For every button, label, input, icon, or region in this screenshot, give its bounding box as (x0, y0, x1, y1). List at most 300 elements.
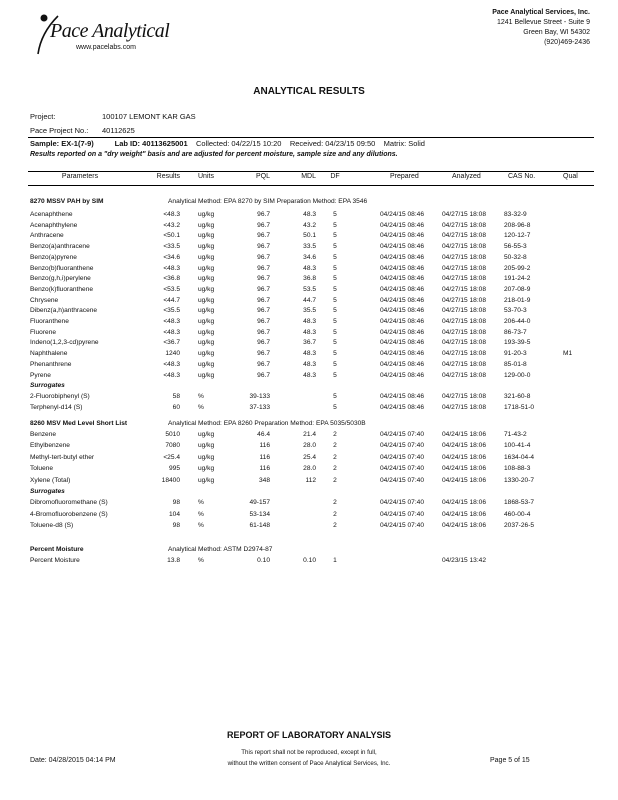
cell-res: <33.5 (163, 243, 180, 251)
cell-units: ug/kg (198, 350, 215, 358)
cell-df: 2 (333, 431, 337, 438)
sample-value: EX-1(7-9) (61, 139, 94, 148)
cell-anal: 04/27/15 18:08 (442, 328, 486, 336)
cell-param: Benzo(k)fluoranthene (30, 285, 94, 293)
cell-anal: 04/27/15 18:08 (442, 221, 486, 229)
cell-units: ug/kg (198, 275, 215, 283)
table-row (0, 222, 618, 233)
cell-df: 5 (333, 350, 337, 358)
cell-pql: 116 (259, 465, 270, 473)
cell-res: 104 (168, 510, 180, 518)
table-row (0, 329, 618, 340)
cell-mdl: 35.5 (303, 307, 316, 315)
cell-pql: 96.7 (257, 318, 270, 325)
cell-pql: 96.7 (257, 339, 270, 347)
cell-df: 5 (333, 264, 337, 272)
collected-label: Collected: (195, 139, 230, 148)
table-row (0, 454, 618, 465)
cell-cas: 129-00-0 (504, 371, 531, 379)
cell-cas: 53-70-3 (504, 307, 527, 315)
header-units: Units (198, 173, 214, 180)
project-label: Project: (30, 112, 56, 121)
cell-cas: 460-00-4 (504, 510, 531, 518)
cell-cas: 205-99-2 (504, 264, 531, 272)
cell-mdl: 36.8 (303, 275, 316, 283)
cell-prep: 04/24/15 08:46 (380, 318, 424, 325)
lab-street: 1241 Bellevue Street - Suite 9 (496, 19, 590, 26)
cell-mdl: 50.1 (303, 232, 316, 240)
cell-pql: 96.7 (257, 221, 270, 229)
cell-pql: 96.7 (257, 296, 270, 304)
cell-pql: 37-133 (249, 403, 270, 411)
cell-mdl: 112 (305, 476, 316, 484)
cell-pql: 96.7 (257, 307, 270, 315)
cell-pql: 46.4 (257, 431, 270, 438)
header-df: DF (330, 173, 340, 180)
surrogates-label (0, 488, 618, 499)
cell-res: <48.3 (163, 360, 180, 368)
cell-units: ug/kg (198, 328, 215, 336)
cell-prep: 04/24/15 08:46 (380, 221, 424, 229)
cell-anal: 04/27/15 18:08 (442, 307, 486, 315)
table-row (0, 361, 618, 372)
cell-prep: 04/24/15 07:40 (380, 453, 424, 461)
lab-name: Pace Analytical Services, Inc. (492, 9, 590, 16)
surrogates-title: Surrogates (30, 488, 65, 495)
cell-prep: 04/24/15 07:40 (380, 510, 424, 518)
cell-param: Benzo(a)pyrene (30, 253, 77, 261)
cell-param: Naphthalene (30, 350, 68, 358)
cell-units: ug/kg (198, 453, 215, 461)
cell-cas: 91-20-3 (504, 350, 527, 358)
cell-pql: 96.7 (257, 360, 270, 368)
cell-anal: 04/27/15 18:08 (442, 243, 486, 251)
cell-anal: 04/27/15 18:08 (442, 264, 486, 272)
cell-pql: 0.10 (257, 557, 270, 564)
cell-param: Xylene (Total) (30, 476, 71, 484)
cell-res: 98 (172, 499, 180, 507)
cell-df: 5 (333, 318, 337, 325)
labid-label: Lab ID: (114, 139, 141, 148)
cell-pql: 96.7 (257, 211, 270, 218)
footer-note-line2: without the written consent of Pace Analytical Services, Inc. (227, 760, 391, 767)
cell-anal: 04/24/15 18:06 (442, 510, 486, 518)
report-date: Date: 04/28/2015 04:14 PM (30, 757, 116, 764)
cell-param: Fluorene (30, 328, 57, 336)
table-row (0, 243, 618, 254)
cell-pql: 96.7 (257, 253, 270, 261)
cell-anal: 04/24/15 18:06 (442, 453, 486, 461)
cell-mdl: 33.5 (303, 243, 316, 251)
cell-units: % (198, 499, 204, 507)
header-mdl: MDL (301, 173, 316, 180)
cell-mdl: 53.5 (303, 285, 316, 293)
received-value: 04/23/15 09:50 (325, 139, 376, 148)
cell-anal: 04/24/15 18:06 (442, 522, 486, 530)
received-label: Received: (289, 139, 324, 148)
cell-df: 5 (333, 221, 337, 229)
cell-prep: 04/24/15 07:40 (380, 522, 424, 530)
cell-units: ug/kg (198, 360, 215, 368)
cell-param: Acenaphthene (30, 211, 73, 218)
cell-df: 1 (333, 557, 337, 564)
cell-prep: 04/24/15 07:40 (380, 499, 424, 507)
cell-res: <25.4 (163, 453, 180, 461)
cell-param: Methyl-tert-butyl ether (30, 453, 95, 461)
table-row (0, 557, 618, 568)
labid-value: 40113625001 (142, 139, 188, 148)
surrogates-title: Surrogates (30, 382, 65, 390)
matrix-value: Solid (408, 139, 425, 148)
cell-res: <35.5 (163, 307, 180, 315)
cell-prep: 04/24/15 08:46 (380, 371, 424, 379)
cell-units: ug/kg (198, 339, 215, 347)
cell-mdl: 48.3 (303, 328, 316, 336)
cell-anal: 04/27/15 18:08 (442, 211, 486, 218)
divider (28, 185, 594, 186)
cell-pql: 96.7 (257, 371, 270, 379)
cell-param: Ethylbenzene (30, 442, 70, 450)
cell-mdl: 0.10 (303, 557, 316, 564)
section-header (0, 546, 618, 557)
cell-res: <48.3 (163, 211, 180, 218)
pace-project-value: 40112625 (102, 126, 135, 135)
cell-mdl: 48.3 (303, 264, 316, 272)
cell-anal: 04/27/15 18:08 (442, 296, 486, 304)
cell-units: % (198, 510, 204, 518)
cell-units: ug/kg (198, 465, 215, 473)
header-cas: CAS No. (508, 173, 536, 180)
cell-res: 60 (172, 403, 180, 411)
cell-df: 2 (333, 476, 337, 484)
table-row (0, 254, 618, 265)
cell-anal: 04/27/15 18:08 (442, 232, 486, 240)
cell-param: 4-Bromofluorobenzene (S) (30, 510, 108, 518)
cell-cas: 71-43-2 (504, 431, 527, 438)
cell-pql: 61-148 (249, 522, 270, 530)
cell-anal: 04/24/15 18:06 (442, 431, 486, 438)
cell-res: <44.7 (163, 296, 180, 304)
cell-res: 98 (172, 522, 180, 530)
cell-units: ug/kg (198, 211, 215, 218)
cell-mdl: 34.6 (303, 253, 316, 261)
cell-param: Benzo(a)anthracene (30, 243, 90, 251)
cell-pql: 39-133 (249, 392, 270, 400)
cell-df: 2 (333, 522, 337, 530)
cell-cas: 191-24-2 (504, 275, 531, 283)
cell-anal: 04/23/15 13:42 (442, 557, 486, 564)
cell-mdl: 36.7 (303, 339, 316, 347)
cell-units: ug/kg (198, 431, 215, 438)
cell-cas: 108-88-3 (504, 465, 531, 473)
cell-cas: 120-12-7 (504, 232, 531, 240)
cell-prep: 04/24/15 08:46 (380, 296, 424, 304)
table-row (0, 275, 618, 286)
cell-mdl: 25.4 (303, 453, 316, 461)
cell-units: ug/kg (198, 285, 215, 293)
cell-df: 2 (333, 510, 337, 518)
cell-df: 5 (333, 275, 337, 283)
header-qual: Qual (563, 173, 578, 180)
table-row (0, 297, 618, 308)
cell-pql: 96.7 (257, 350, 270, 358)
cell-anal: 04/24/15 18:06 (442, 442, 486, 450)
cell-df: 5 (333, 211, 337, 218)
cell-anal: 04/24/15 18:06 (442, 499, 486, 507)
table-row (0, 211, 618, 222)
table-row (0, 393, 618, 404)
cell-anal: 04/27/15 18:08 (442, 371, 486, 379)
header-results: Results (156, 173, 180, 180)
cell-prep: 04/24/15 08:46 (380, 328, 424, 336)
cell-units: % (198, 522, 204, 530)
cell-res: 1240 (165, 350, 180, 358)
cell-cas: 193-39-5 (504, 339, 531, 347)
section-header (0, 420, 618, 431)
cell-mdl: 44.7 (303, 296, 316, 304)
cell-df: 5 (333, 360, 337, 368)
cell-df: 2 (333, 499, 337, 507)
cell-res: 13.8 (167, 557, 180, 564)
sample-label: Sample: (30, 139, 60, 148)
surrogates-label (0, 382, 618, 393)
cell-pql: 96.7 (257, 243, 270, 251)
cell-cas: 321-60-8 (504, 392, 531, 400)
cell-df: 2 (333, 442, 337, 450)
cell-pql: 49-157 (249, 499, 270, 507)
table-row (0, 465, 618, 476)
cell-anal: 04/27/15 18:08 (442, 285, 486, 293)
cell-prep: 04/24/15 08:46 (380, 243, 424, 251)
cell-pql: 53-134 (249, 510, 270, 518)
cell-res: 18400 (161, 476, 180, 484)
cell-param: Benzene (30, 431, 57, 438)
cell-prep: 04/24/15 08:46 (380, 264, 424, 272)
cell-prep: 04/24/15 08:46 (380, 339, 424, 347)
cell-prep: 04/24/15 08:46 (380, 403, 424, 411)
cell-pql: 96.7 (257, 285, 270, 293)
cell-cas: 207-08-9 (504, 285, 531, 293)
cell-df: 5 (333, 296, 337, 304)
cell-anal: 04/27/15 18:08 (442, 360, 486, 368)
cell-pql: 96.7 (257, 264, 270, 272)
cell-pql: 116 (259, 442, 270, 450)
cell-param: Terphenyl-d14 (S) (30, 403, 83, 411)
table-row (0, 511, 618, 522)
table-row (0, 522, 618, 533)
cell-df: 5 (333, 307, 337, 315)
cell-param: Fluoranthene (30, 318, 69, 325)
cell-res: 5010 (165, 431, 180, 438)
cell-prep: 04/24/15 07:40 (380, 442, 424, 450)
section-method: Analytical Method: ASTM D2974-87 (168, 546, 273, 553)
cell-res: <36.7 (163, 339, 180, 347)
cell-units: ug/kg (198, 221, 215, 229)
cell-prep: 04/24/15 08:46 (380, 350, 424, 358)
cell-res: <34.6 (163, 253, 180, 261)
cell-anal: 04/24/15 18:06 (442, 476, 486, 484)
cell-anal: 04/27/15 18:08 (442, 403, 486, 411)
cell-anal: 04/24/15 18:06 (442, 465, 486, 473)
cell-param: Benzo(b)fluoranthene (30, 264, 94, 272)
cell-cas: 100-41-4 (504, 442, 531, 450)
cell-res: <36.8 (163, 275, 180, 283)
cell-param: Dibromofluoromethane (S) (30, 499, 108, 507)
matrix-label: Matrix: (383, 139, 407, 148)
cell-mdl: 43.2 (303, 221, 316, 229)
table-row (0, 477, 618, 488)
cell-pql: 116 (259, 453, 270, 461)
cell-res: 995 (168, 465, 180, 473)
pace-logo (28, 10, 188, 58)
cell-cas: 86-73-7 (504, 328, 527, 336)
cell-units: ug/kg (198, 442, 215, 450)
cell-prep: 04/24/15 08:46 (380, 211, 424, 218)
lab-city: Green Bay, WI 54302 (523, 29, 590, 36)
cell-mdl: 48.3 (303, 211, 316, 218)
table-row (0, 499, 618, 510)
cell-param: Percent Moisture (30, 557, 80, 564)
table-row (0, 442, 618, 453)
table-row (0, 318, 618, 329)
cell-cas: 1868-53-7 (504, 499, 535, 507)
cell-units: ug/kg (198, 476, 215, 484)
cell-param: Chrysene (30, 296, 59, 304)
cell-res: <48.3 (163, 328, 180, 336)
cell-mdl: 48.3 (303, 360, 316, 368)
cell-mdl: 48.3 (303, 318, 316, 325)
cell-cas: 50-32-8 (504, 253, 527, 261)
cell-prep: 04/24/15 08:46 (380, 392, 424, 400)
cell-param: Toluene (30, 465, 54, 473)
cell-anal: 04/27/15 18:08 (442, 275, 486, 283)
cell-units: ug/kg (198, 371, 215, 379)
table-row (0, 372, 618, 383)
cell-res: <48.3 (163, 371, 180, 379)
table-row (0, 265, 618, 276)
cell-res: <53.5 (163, 285, 180, 293)
logo-name: Pace Analytical (50, 20, 170, 42)
cell-df: 2 (333, 453, 337, 461)
logo-url: www.pacelabs.com (76, 44, 136, 51)
cell-anal: 04/27/15 18:08 (442, 350, 486, 358)
cell-df: 5 (333, 285, 337, 293)
cell-prep: 04/24/15 08:46 (380, 232, 424, 240)
cell-anal: 04/27/15 18:08 (442, 339, 486, 347)
cell-qual: M1 (563, 350, 573, 358)
cell-param: Toluene-d8 (S) (30, 522, 74, 530)
collected-value: 04/22/15 10:20 (231, 139, 282, 148)
cell-prep: 04/24/15 08:46 (380, 253, 424, 261)
cell-pql: 96.7 (257, 232, 270, 240)
cell-prep: 04/24/15 08:46 (380, 307, 424, 315)
cell-prep: 04/24/15 07:40 (380, 431, 424, 438)
sample-line (30, 139, 425, 148)
cell-res: 7080 (165, 442, 180, 450)
cell-param: 2-Fluorobiphenyl (S) (30, 392, 90, 400)
cell-cas: 1718-51-0 (504, 403, 535, 411)
cell-df: 5 (333, 253, 337, 261)
divider (28, 171, 594, 172)
cell-anal: 04/27/15 18:08 (442, 253, 486, 261)
cell-anal: 04/27/15 18:08 (442, 318, 486, 325)
cell-res: 58 (172, 392, 180, 400)
cell-anal: 04/27/15 18:08 (442, 392, 486, 400)
table-row (0, 431, 618, 442)
cell-cas: 56-55-3 (504, 243, 527, 251)
header-parameters: Parameters (61, 173, 99, 180)
cell-df: 5 (333, 243, 337, 251)
cell-pql: 96.7 (257, 275, 270, 283)
cell-cas: 1634-04-4 (504, 453, 535, 461)
cell-pql: 96.7 (257, 328, 270, 336)
cell-units: % (198, 557, 204, 564)
table-row (0, 286, 618, 297)
cell-units: ug/kg (198, 243, 215, 251)
section-name: 8260 MSV Med Level Short List (30, 420, 128, 427)
table-row (0, 350, 618, 361)
table-row (0, 307, 618, 318)
cell-units: % (198, 392, 204, 400)
section-header (0, 198, 618, 209)
cell-mdl: 28.0 (303, 442, 316, 450)
cell-prep: 04/24/15 07:40 (380, 476, 424, 484)
cell-cas: 83-32-9 (504, 211, 527, 218)
page-title: ANALYTICAL RESULTS (253, 86, 365, 97)
cell-mdl: 48.3 (303, 350, 316, 358)
table-row (0, 232, 618, 243)
cell-cas: 2037-26-5 (504, 522, 535, 530)
cell-param: Acenaphthylene (30, 221, 78, 229)
cell-units: ug/kg (198, 253, 215, 261)
cell-df: 5 (333, 232, 337, 240)
cell-res: <48.3 (163, 264, 180, 272)
cell-res: <50.1 (163, 232, 180, 240)
lab-phone: (920)469-2436 (544, 39, 590, 46)
cell-df: 5 (333, 392, 337, 400)
cell-param: Phenanthrene (30, 360, 72, 368)
cell-param: Anthracene (30, 232, 64, 240)
lab-address (492, 8, 590, 48)
header-analyzed: Analyzed (452, 173, 481, 180)
cell-cas: 1330-20-7 (504, 476, 535, 484)
cell-cas: 206-44-0 (504, 318, 531, 325)
cell-units: ug/kg (198, 232, 215, 240)
cell-res: <48.3 (163, 318, 180, 325)
header-prepared: Prepared (390, 173, 419, 180)
table-row (0, 339, 618, 350)
cell-res: <43.2 (163, 221, 180, 229)
cell-mdl: 48.3 (303, 371, 316, 379)
cell-param: Indeno(1,2,3-cd)pyrene (30, 339, 99, 347)
cell-param: Dibenz(a,h)anthracene (30, 307, 98, 315)
cell-df: 5 (333, 371, 337, 379)
cell-units: ug/kg (198, 264, 215, 272)
footer-note-line1: This report shall not be reproduced, except in full, (241, 749, 377, 756)
cell-units: ug/kg (198, 307, 215, 315)
page-number: Page 5 of 15 (490, 757, 530, 764)
section-method: Analytical Method: EPA 8270 by SIM Preparation Method: EPA 3546 (168, 198, 368, 205)
section-name: 8270 MSSV PAH by SIM (30, 198, 104, 205)
cell-df: 5 (333, 403, 337, 411)
cell-prep: 04/24/15 07:40 (380, 465, 424, 473)
project-info (30, 110, 196, 138)
cell-df: 5 (333, 339, 337, 347)
cell-df: 5 (333, 328, 337, 336)
cell-cas: 218-01-9 (504, 296, 531, 304)
project-value: 100107 LEMONT KAR GAS (102, 112, 196, 121)
cell-units: ug/kg (198, 318, 215, 325)
